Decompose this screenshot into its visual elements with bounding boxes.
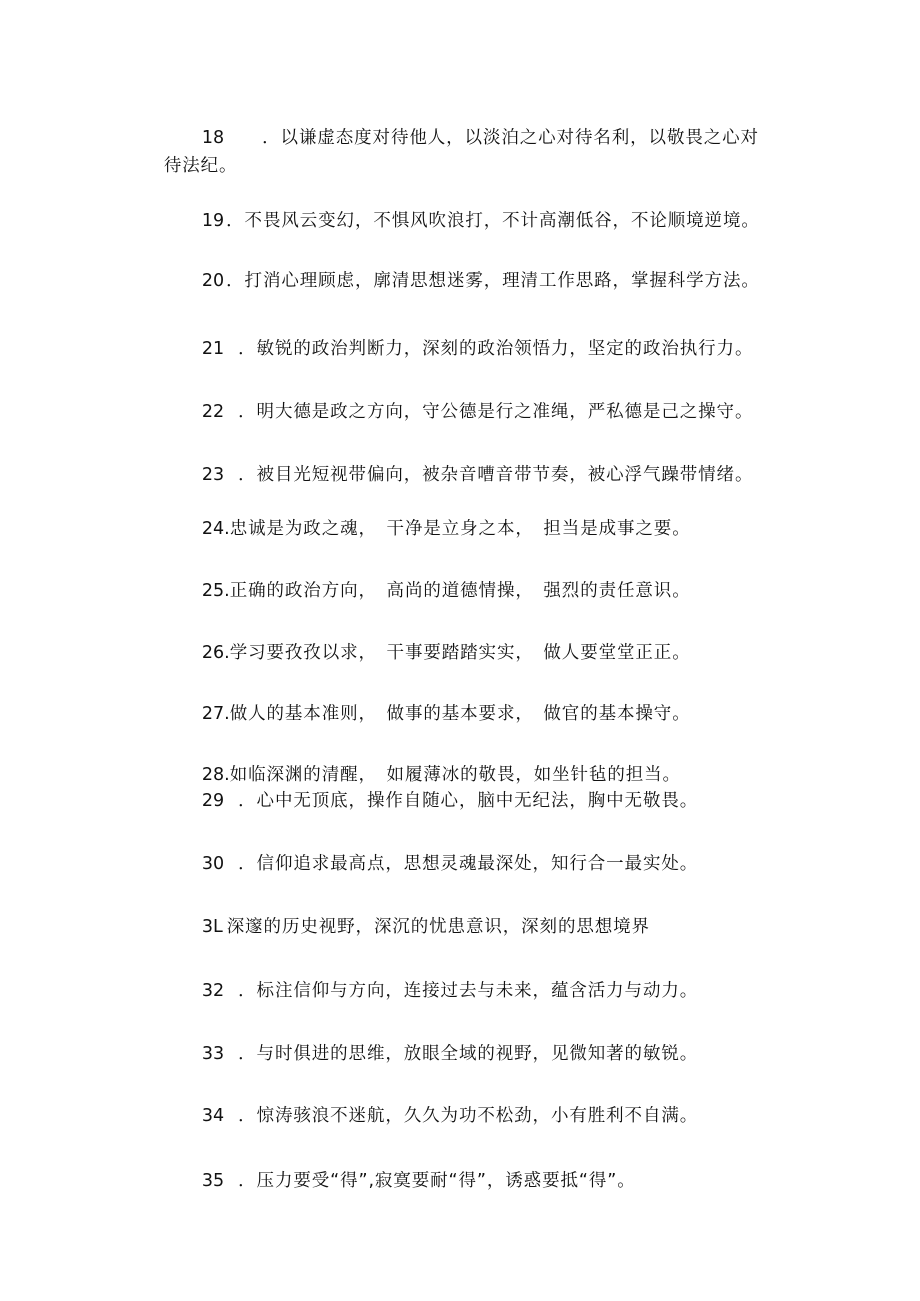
item-text: 深邃的历史视野，深沉的忧患意识，深刻的思想境界 <box>226 917 650 937</box>
item-text: 正确的政治方向， 高尚的道德情操， 强烈的责任意识。 <box>229 581 691 601</box>
item-number: 35 <box>201 1171 225 1191</box>
item-text: ．明大德是政之方向，守公德是行之准绳，严私德是己之操守。 <box>238 402 754 422</box>
list-item <box>176 316 753 382</box>
item-number: 18 <box>201 128 225 148</box>
item-number: 28. <box>201 765 230 785</box>
item-text: ．压力要受“得”,寂寞要耐“得”，诱惑要抵“得”。 <box>238 1171 636 1191</box>
item-number: 34 <box>201 1106 225 1126</box>
item-number: 23 <box>201 465 225 485</box>
item-text: ．以谦虚态度对待他人，以淡泊之心对待名利，以敬畏之心对 <box>262 128 759 148</box>
item-number: 20 <box>201 271 225 291</box>
list-item <box>176 958 698 1024</box>
item-text-continued: 待法纪。 <box>163 156 238 176</box>
item-number: 25. <box>201 581 230 601</box>
item-text: ．打消心理顾虑，廓清思想迷雾，理清工作思路，掌握科学方法。 <box>226 271 760 291</box>
list-item <box>176 1148 636 1214</box>
item-text: ．被目光短视带偏向，被杂音嘈音带节奏，被心浮气躁带情绪。 <box>238 465 754 485</box>
item-text: ．标注信仰与方向，连接过去与未来，蕴含活力与动力。 <box>238 981 699 1001</box>
item-text: ．惊涛骇浪不迷航，久久为功不松劲，小有胜利不自满。 <box>238 1106 699 1126</box>
list-item <box>176 1083 698 1149</box>
list-item <box>176 894 650 960</box>
list-item <box>176 768 698 834</box>
list-item <box>176 248 760 314</box>
list-item <box>176 1021 698 1087</box>
list-item <box>176 558 691 624</box>
item-number: 24. <box>201 519 230 539</box>
item-text: ．不畏风云变幻，不惧风吹浪打，不计高潮低谷，不论顺境逆境。 <box>226 211 760 231</box>
item-text: ．心中无顶底，操作自随心，脑中无纪法，胸中无敬畏。 <box>238 791 699 811</box>
item-number: 30 <box>201 854 225 874</box>
list-item <box>176 188 760 254</box>
item-number: 27. <box>201 704 230 724</box>
list-item <box>176 831 698 897</box>
list-item <box>176 105 759 171</box>
list-item <box>176 379 753 445</box>
list-item <box>176 681 691 747</box>
item-number: 21 <box>201 339 225 359</box>
item-text: ．敏锐的政治判断力，深刻的政治领悟力，坚定的政治执行力。 <box>238 339 754 359</box>
list-item <box>176 496 691 562</box>
item-text: 做人的基本准则， 做事的基本要求， 做官的基本操守。 <box>229 704 691 724</box>
item-number: 29 <box>201 791 225 811</box>
item-text: 如临深渊的清醒， 如履薄冰的敬畏，如坐针毡的担当。 <box>229 765 681 785</box>
item-number: 19 <box>201 211 225 231</box>
item-text: 学习要孜孜以求， 干事要踏踏实实， 做人要堂堂正正。 <box>229 643 691 663</box>
item-number: 3L <box>201 917 223 937</box>
item-number: 33 <box>201 1044 225 1064</box>
item-number: 32 <box>201 981 225 1001</box>
list-item <box>176 620 691 686</box>
item-text: 忠诚是为政之魂， 干净是立身之本， 担当是成事之要。 <box>229 519 691 539</box>
item-number: 26. <box>201 643 230 663</box>
item-number: 22 <box>201 402 225 422</box>
item-text: ．信仰追求最高点，思想灵魂最深处，知行合一最实处。 <box>238 854 699 874</box>
item-text: ．与时俱进的思维，放眼全域的视野，见微知著的敏锐。 <box>238 1044 699 1064</box>
